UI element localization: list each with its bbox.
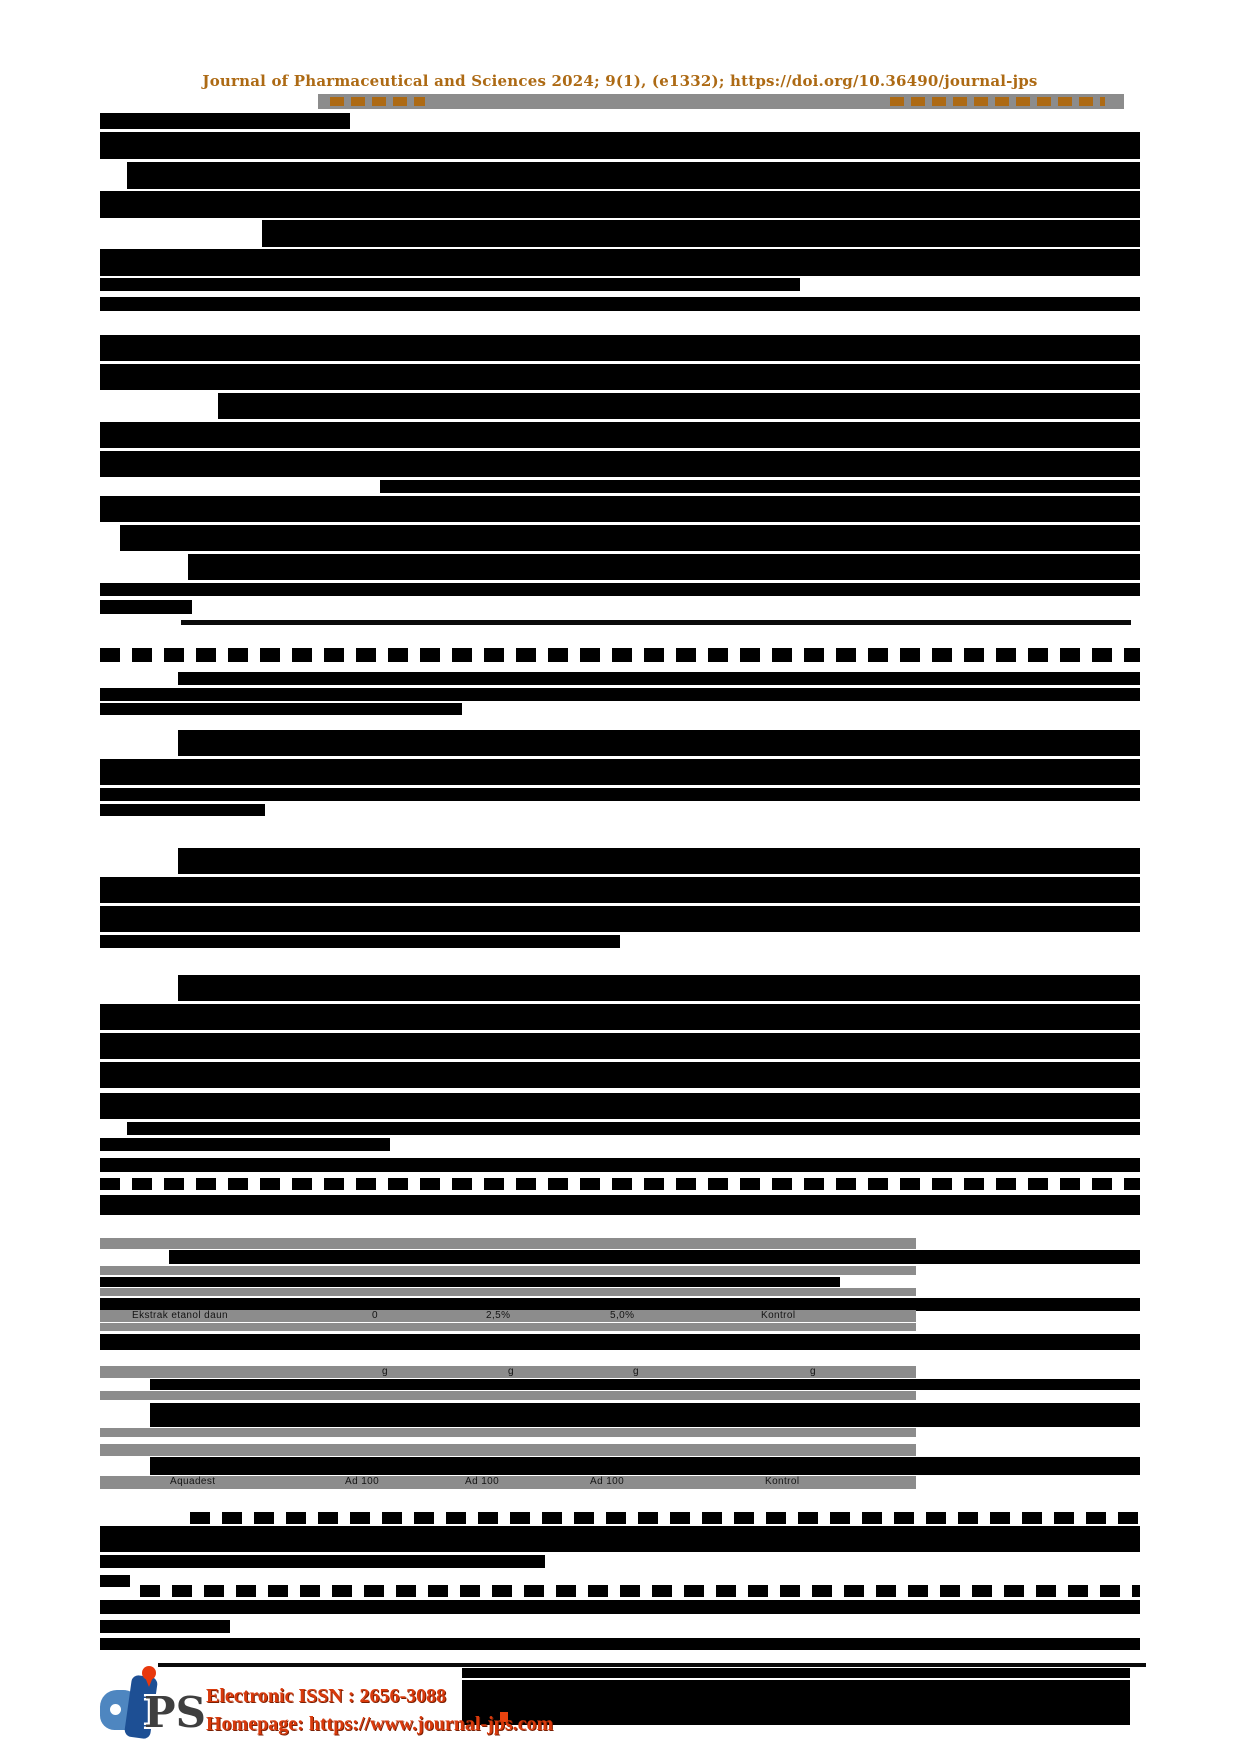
redacted-text-bar	[100, 1093, 1140, 1119]
redacted-text-bar	[100, 688, 1140, 701]
redacted-text-bar	[100, 451, 1140, 477]
redacted-text-bar	[100, 1620, 230, 1633]
redacted-text-bar	[100, 1004, 1140, 1030]
redacted-text-bar	[169, 1250, 1140, 1264]
redacted-text-bar	[150, 1379, 1140, 1390]
redacted-text-bar	[190, 1512, 1140, 1524]
journal-citation-header: Journal of Pharmaceutical and Sciences 2024; 9(1), (e1332); https://doi.org/10.36490/journal-jps	[202, 72, 1038, 90]
redacted-text-bar	[100, 1062, 1140, 1088]
redacted-text-bar	[100, 1600, 1140, 1614]
redacted-text-bar	[218, 393, 1140, 419]
table-row-band	[100, 1238, 916, 1249]
redacted-text-bar	[330, 97, 425, 106]
table-cell-text: 0	[372, 1310, 378, 1321]
redacted-text-bar	[178, 848, 1140, 874]
redacted-text-bar	[890, 97, 1105, 106]
redacted-text-bar	[127, 162, 1140, 189]
redacted-text-bar	[178, 672, 1140, 685]
redacted-text-bar	[100, 1638, 1140, 1650]
redacted-text-bar	[100, 191, 1140, 218]
redacted-text-bar	[100, 1138, 390, 1151]
redacted-text-bar	[100, 1033, 1140, 1059]
logo-ps-text: PS	[144, 1688, 206, 1737]
redacted-text-bar	[100, 600, 192, 614]
redacted-text-bar	[100, 804, 265, 816]
table-row-band	[100, 1288, 916, 1296]
redacted-text-bar	[100, 132, 1140, 159]
logo-white-dot	[110, 1704, 121, 1715]
redacted-text-bar	[100, 249, 1140, 276]
redacted-text-bar	[158, 1663, 1146, 1667]
redacted-text-bar	[100, 877, 1140, 903]
table-row-band	[100, 1444, 916, 1456]
table-cell-text: Ad 100	[590, 1476, 625, 1487]
table-cell-text: Ad 100	[465, 1476, 500, 1487]
table-cell-text: Ad 100	[345, 1476, 380, 1487]
redacted-text-bar	[380, 480, 1140, 493]
redacted-text-bar	[188, 554, 1140, 580]
redacted-text-bar	[100, 1526, 1140, 1552]
redacted-text-bar	[100, 422, 1140, 448]
redacted-text-bar	[150, 1457, 1140, 1475]
redacted-text-bar	[100, 1555, 545, 1568]
redacted-text-bar	[100, 935, 620, 948]
redacted-text-bar	[100, 1277, 840, 1287]
redacted-text-bar	[100, 583, 1140, 596]
redacted-text-bar	[140, 1585, 1140, 1597]
table-row-band	[100, 1391, 916, 1400]
table-row-band	[100, 1323, 916, 1331]
redacted-text-bar	[178, 975, 1140, 1001]
redacted-text-bar	[127, 1122, 1140, 1135]
table-cell-text: Aquadest	[170, 1476, 216, 1487]
table-cell-text: g	[633, 1366, 639, 1377]
redacted-text-bar	[100, 1334, 1140, 1350]
redacted-text-bar	[262, 220, 1140, 247]
table-row-band	[100, 1266, 916, 1275]
redacted-text-bar	[181, 620, 1131, 625]
redacted-text-bar	[100, 648, 1140, 662]
redacted-text-bar	[100, 364, 1140, 390]
table-cell-text: g	[382, 1366, 388, 1377]
pin-tip	[145, 1677, 153, 1687]
table-cell-text: g	[508, 1366, 514, 1377]
homepage-link[interactable]: Homepage: https://www.journal-jps.com	[206, 1713, 554, 1735]
table-cell-text: 2,5%	[486, 1310, 511, 1321]
redacted-text-bar	[100, 759, 1140, 785]
table-cell-text: Kontrol	[765, 1476, 800, 1487]
redacted-text-bar	[150, 1403, 1140, 1427]
redacted-text-bar	[100, 1178, 1140, 1190]
table-cell-text: Kontrol	[761, 1310, 796, 1321]
redacted-text-bar	[100, 1575, 130, 1587]
table-cell-text: 5,0%	[610, 1310, 635, 1321]
redacted-text-bar	[100, 113, 350, 129]
redacted-text-bar	[100, 788, 1140, 801]
electronic-issn-text: Electronic ISSN : 2656-3088	[206, 1685, 447, 1707]
redacted-text-bar	[178, 730, 1140, 756]
redacted-text-bar	[100, 703, 462, 715]
redacted-text-bar	[120, 525, 1140, 551]
redacted-text-bar	[462, 1668, 1130, 1678]
redacted-text-bar	[462, 1680, 1130, 1725]
table-cell-text: g	[810, 1366, 816, 1377]
redacted-text-bar	[100, 496, 1140, 522]
redacted-text-bar	[100, 906, 1140, 932]
redacted-text-bar	[100, 1158, 1140, 1172]
redacted-text-bar	[100, 335, 1140, 361]
location-pin-icon	[142, 1666, 158, 1690]
jps-journal-logo	[100, 1666, 210, 1752]
table-row-band	[100, 1428, 916, 1437]
table-cell-text: Ekstrak etanol daun	[132, 1310, 228, 1321]
redacted-text-bar	[100, 278, 800, 291]
redacted-text-bar	[100, 1195, 1140, 1215]
redacted-text-bar	[100, 297, 1140, 311]
